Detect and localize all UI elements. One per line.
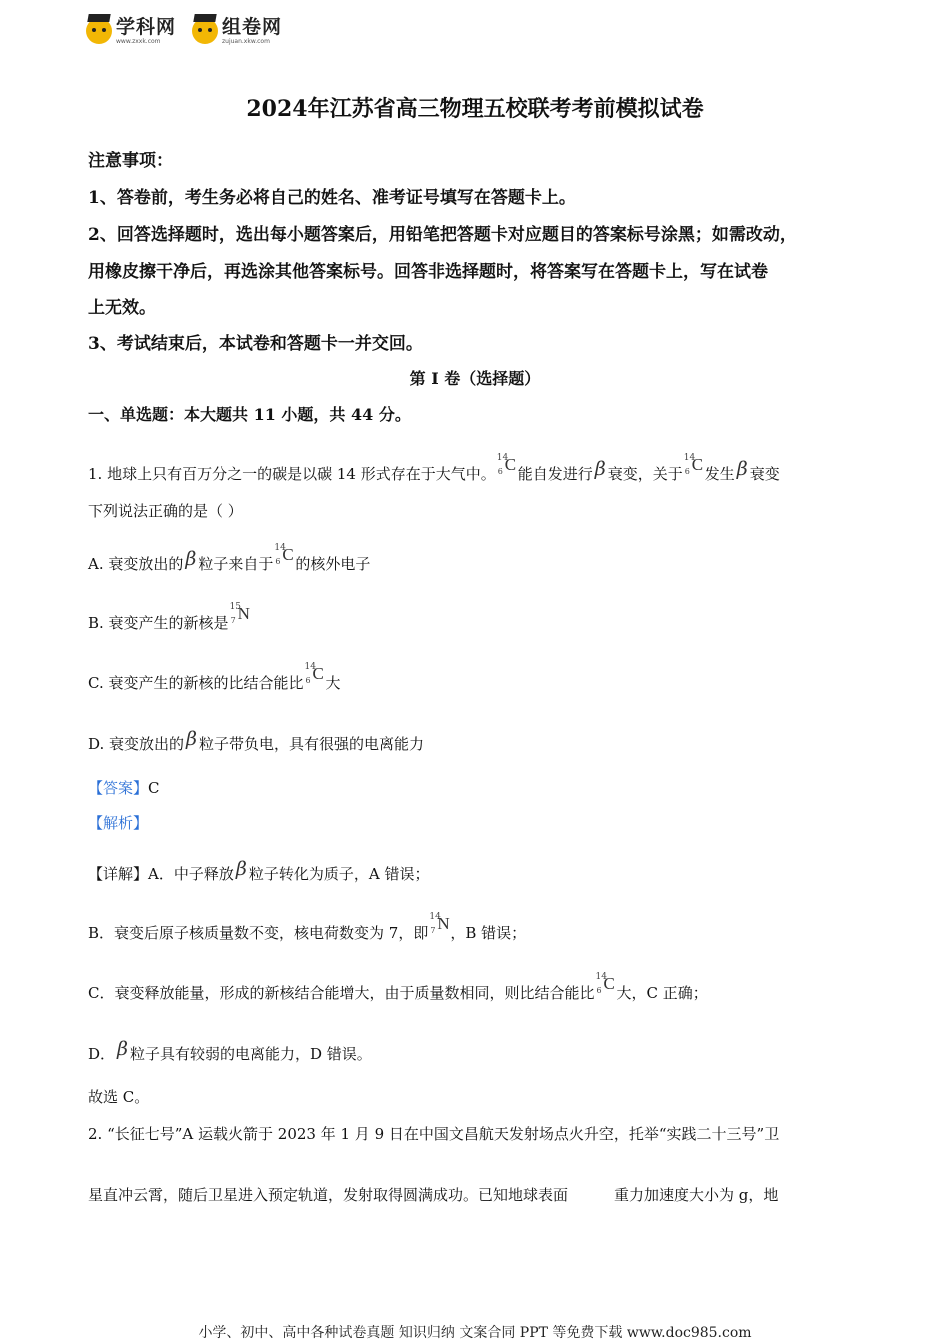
- zujuan-logo[interactable]: [192, 14, 282, 48]
- notice-item-2-end: 上无效。: [88, 298, 156, 318]
- logo-title: 学科网: [116, 15, 177, 38]
- volume-heading: 第 I 卷（选择题）: [409, 369, 541, 388]
- notice-item-2-cont: 用橡皮擦干净后，再选涂其他答案标号。回答非选择题时，将答案写在答题卡上，写在试卷: [88, 262, 768, 282]
- isotope-c14: 14 6 C: [496, 453, 517, 476]
- q1-explain-b: B．衰变后原子核质量数不变，核电荷数变为 7，即 14 7 N ，B 错误；: [88, 912, 527, 942]
- q1-conclusion: 故选 C。: [88, 1088, 150, 1106]
- notice-item-1: 1、答卷前，考生务必将自己的姓名、准考证号填写在答题卡上。: [88, 188, 576, 208]
- xkw-logo[interactable]: [86, 14, 176, 48]
- q2-stem-line1: 2. “长征七号”A 运载火箭于 2023 年 1 月 9 日在中国文昌航天发射场点火升空，托举“实践二十三号”卫: [88, 1125, 780, 1143]
- q1-option-a[interactable]: A. 衰变放出的 β 粒子来自于 14 6 C 的核外电子: [88, 543, 371, 573]
- q1-option-c[interactable]: C. 衰变产生的新核的比结合能比 14 6 C 大: [88, 662, 341, 692]
- section-heading: 一、单选题：本大题共 11 小题，共 44 分。: [88, 405, 411, 424]
- logo-url: zujuan.xkw.com: [222, 37, 270, 45]
- logo-title: 组卷网: [222, 15, 283, 38]
- q1-explain-a: 【详解】A．中子释放 β 粒子转化为质子，A 错误；: [88, 858, 430, 883]
- q1-explain-c: C．衰变释放能量，形成的新核结合能增大，由于质量数相同，则比结合能比 14 6 C 大，C 正确；: [88, 972, 708, 1002]
- q1-stem-line2: 下列说法正确的是（ ）: [88, 502, 243, 520]
- mascot-icon: [192, 18, 218, 44]
- notice-heading: 注意事项：: [88, 151, 173, 171]
- logo-url: www.zxxk.com: [116, 37, 161, 45]
- page-title: 2024年江苏省高三物理五校联考考前模拟试卷: [246, 96, 704, 122]
- notice-item-3: 3、考试结束后，本试卷和答题卡一并交回。: [88, 334, 423, 354]
- q1-stem-line1: 1. 地球上只有百万分之一的碳是以碳 14 形式存在于大气中。 14 6 C 能自发进行 β 衰变，关于 14 6 C 发生 β 衰变: [88, 453, 780, 483]
- page-footer: 小学、初中、高中各种试卷真题 知识归纳 文案合同 PPT 等免费下载 www.doc985.com: [198, 1325, 752, 1341]
- q2-stem-line2: 星直冲云霄，随后卫星进入预定轨道，发射取得圆满成功。已知地球表面 重力加速度大小为 g，地: [88, 1186, 779, 1204]
- q1-answer: 【答案】C: [88, 779, 160, 797]
- q1-option-d[interactable]: D. 衰变放出的 β 粒子带负电，具有很强的电离能力: [88, 728, 425, 753]
- q1-option-b[interactable]: B. 衰变产生的新核是 15 7 N: [88, 602, 250, 632]
- notice-item-2: 2、回答选择题时，选出每小题答案后，用铅笔把答题卡对应题目的答案标号涂黑；如需改动，: [88, 225, 797, 245]
- q1-analysis-tag: 【解析】: [88, 814, 149, 832]
- q1-explain-d: D． β 粒子具有较弱的电离能力，D 错误。: [88, 1038, 372, 1063]
- mascot-icon: [86, 18, 112, 44]
